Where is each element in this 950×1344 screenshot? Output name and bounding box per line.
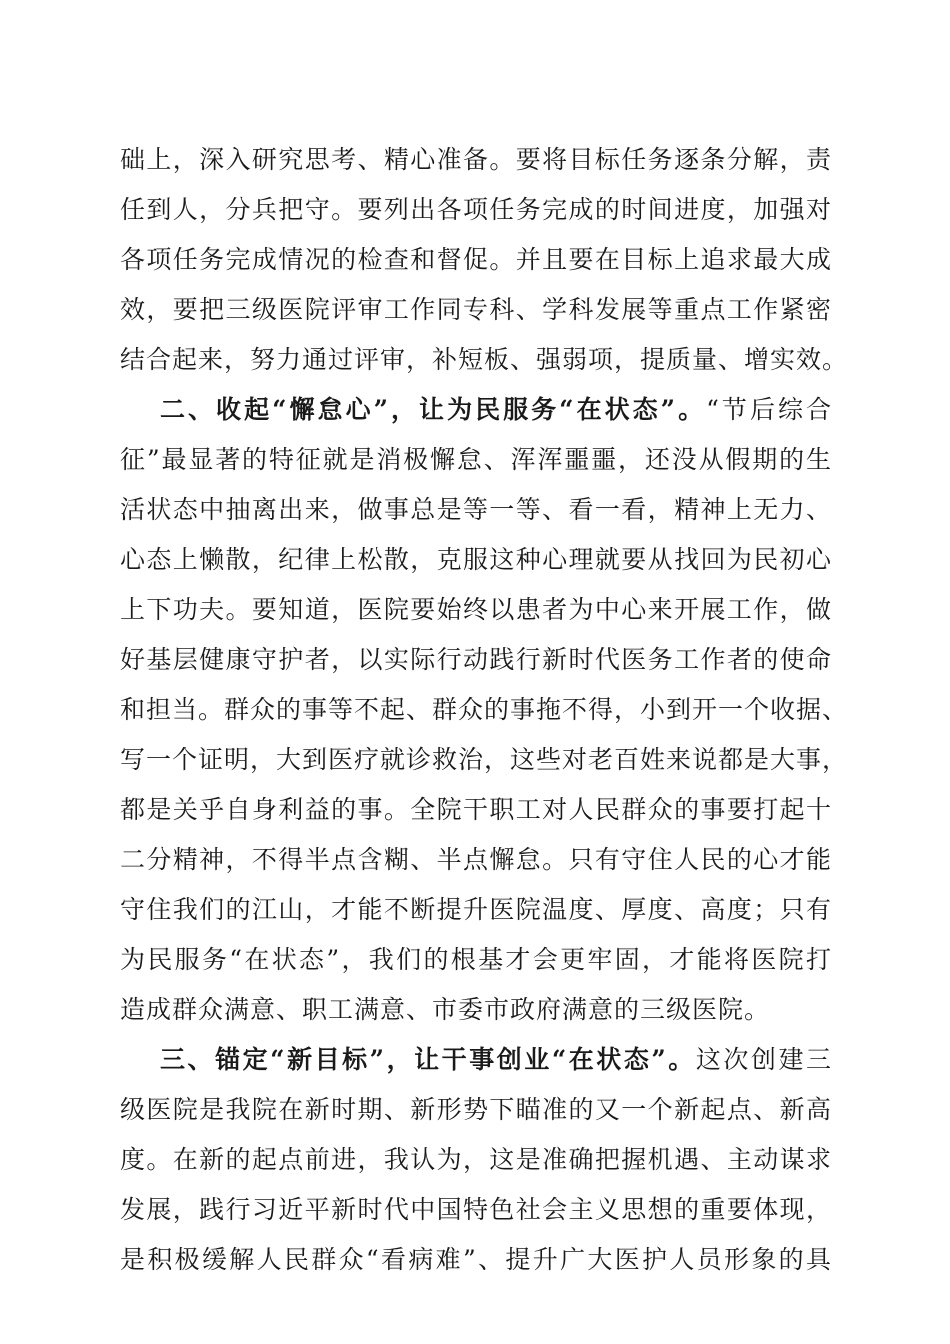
paragraph-line: 发展，践行习近平新时代中国特色社会主义思想的重要体现，: [120, 1195, 832, 1224]
paragraph-line: 是积极缓解人民群众“看病难”、提升广大医护人员形象的具: [120, 1245, 832, 1274]
paragraph-line: 都是关乎自身利益的事。全院干职工对人民群众的事要打起十: [120, 795, 832, 824]
paragraph-line: 活状态中抽离出来，做事总是等一等、看一看，精神上无力、: [120, 495, 832, 524]
paragraph-line: 心态上懒散，纪律上松散，克服这种心理就要从找回为民初心: [120, 545, 832, 574]
paragraph-line: 和担当。群众的事等不起、群众的事拖不得，小到开一个收据、: [120, 695, 849, 724]
section-2-first-line-text: “节后综合: [706, 395, 833, 424]
paragraph-line: 效，要把三级医院评审工作同专科、学科发展等重点工作紧密: [120, 295, 832, 324]
paragraph-line: 度。在新的起点前进，我认为，这是准确把握机遇、主动谋求: [120, 1145, 832, 1174]
paragraph-line: 上下功夫。要知道，医院要始终以患者为中心来开展工作，做: [120, 595, 832, 624]
paragraph-line: 级医院是我院在新时期、新形势下瞄准的又一个新起点、新高: [120, 1095, 832, 1124]
section-3-first-line: [160, 1038, 832, 1082]
section-2-heading: 二、收起“懈怠心”，让为民服务“在状态”。: [160, 395, 707, 424]
paragraph-line: 二分精神，不得半点含糊、半点懈怠。只有守住人民的心才能: [120, 845, 832, 874]
paragraph-line: 结合起来，努力通过评审，补短板、强弱项，提质量、增实效。: [120, 345, 849, 374]
paragraph-line: 各项任务完成情况的检查和督促。并且要在目标上追求最大成: [120, 245, 832, 274]
paragraph-line: 造成群众满意、职工满意、市委市政府满意的三级医院。: [120, 995, 771, 1024]
paragraph-line: 守住我们的江山，才能不断提升医院温度、厚度、高度；只有: [120, 895, 832, 924]
paragraph-line: 写一个证明，大到医疗就诊救治，这些对老百姓来说都是大事，: [120, 745, 849, 774]
section-3-first-line-text: 这次创建三: [695, 1045, 832, 1074]
paragraph-line: 为民服务“在状态”，我们的根基才会更牢固，才能将医院打: [120, 945, 832, 974]
paragraph-line: 任到人，分兵把守。要列出各项任务完成的时间进度，加强对: [120, 195, 832, 224]
section-3-heading: 三、锚定“新目标”，让干事创业“在状态”。: [160, 1045, 696, 1074]
section-2-first-line: [160, 388, 832, 432]
paragraph-line: 好基层健康守护者，以实际行动践行新时代医务工作者的使命: [120, 645, 832, 674]
paragraph-line: 征”最显著的特征就是消极懈怠、浑浑噩噩，还没从假期的生: [120, 445, 832, 474]
paragraph-line: 础上，深入研究思考、精心准备。要将目标任务逐条分解，责: [120, 145, 832, 174]
